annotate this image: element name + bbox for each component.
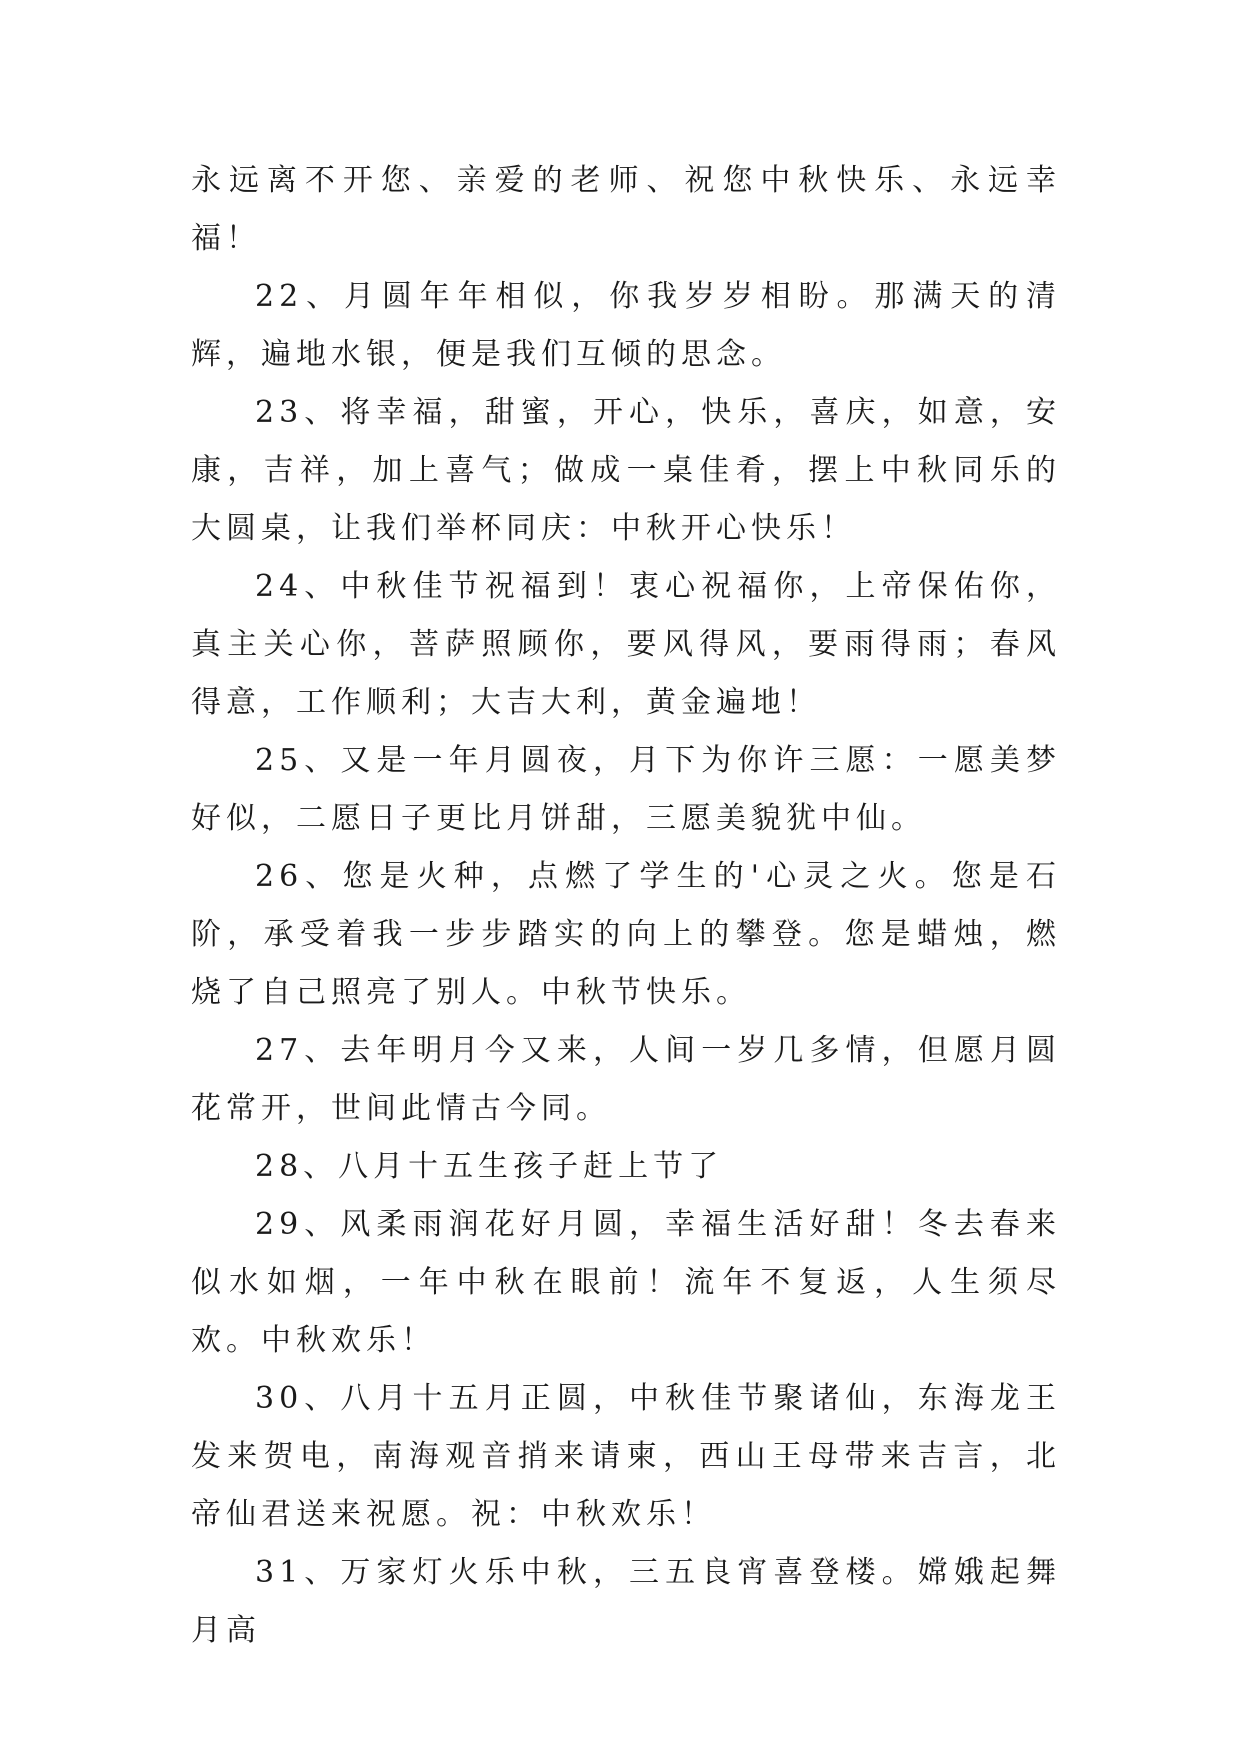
paragraph-25: 25、又是一年月圆夜，月下为你许三愿：一愿美梦好似，二愿日子更比月饼甜，三愿美貌犹中仙。 <box>191 743 1061 836</box>
paragraph-30: 30、八月十五月正圆，中秋佳节聚诸仙，东海龙王发来贺电，南海观音捎来请柬，西山王母带来吉言，北帝仙君送来祝愿。祝：中秋欢乐！ <box>191 1381 1061 1532</box>
paragraph-28: 28、八月十五生孩子赶上节了 <box>255 1149 724 1184</box>
paragraph-27: 27、去年明月今又来，人间一岁几多情，但愿月圆花常开，世间此情古今同。 <box>191 1033 1061 1126</box>
paragraph-22: 22、月圆年年相似，你我岁岁相盼。那满天的清辉，遍地水银，便是我们互倾的思念。 <box>191 279 1061 372</box>
paragraph-26: 26、您是火种，点燃了学生的'心灵之火。您是石阶，承受着我一步步踏实的向上的攀登。您是蜡烛，燃烧了自己照亮了别人。中秋节快乐。 <box>191 859 1061 1010</box>
paragraph-31: 31、万家灯火乐中秋，三五良宵喜登楼。嫦娥起舞月高 <box>191 1555 1061 1648</box>
paragraph-24: 24、中秋佳节祝福到！衷心祝福你，上帝保佑你，真主关心你，菩萨照顾你，要风得风，要雨得雨；春风得意，工作顺利；大吉大利，黄金遍地！ <box>191 569 1061 720</box>
paragraph-23: 23、将幸福，甜蜜，开心，快乐，喜庆，如意，安康，吉祥，加上喜气；做成一桌佳肴，摆上中秋同乐的大圆桌，让我们举杯同庆：中秋开心快乐！ <box>191 395 1061 546</box>
document-body <box>191 152 1061 1660</box>
paragraph-29: 29、风柔雨润花好月圆，幸福生活好甜！冬去春来似水如烟，一年中秋在眼前！流年不复返，人生须尽欢。中秋欢乐！ <box>191 1207 1061 1358</box>
paragraph-continuation: 永远离不开您、亲爱的老师、祝您中秋快乐、永远幸福！ <box>191 163 1061 256</box>
